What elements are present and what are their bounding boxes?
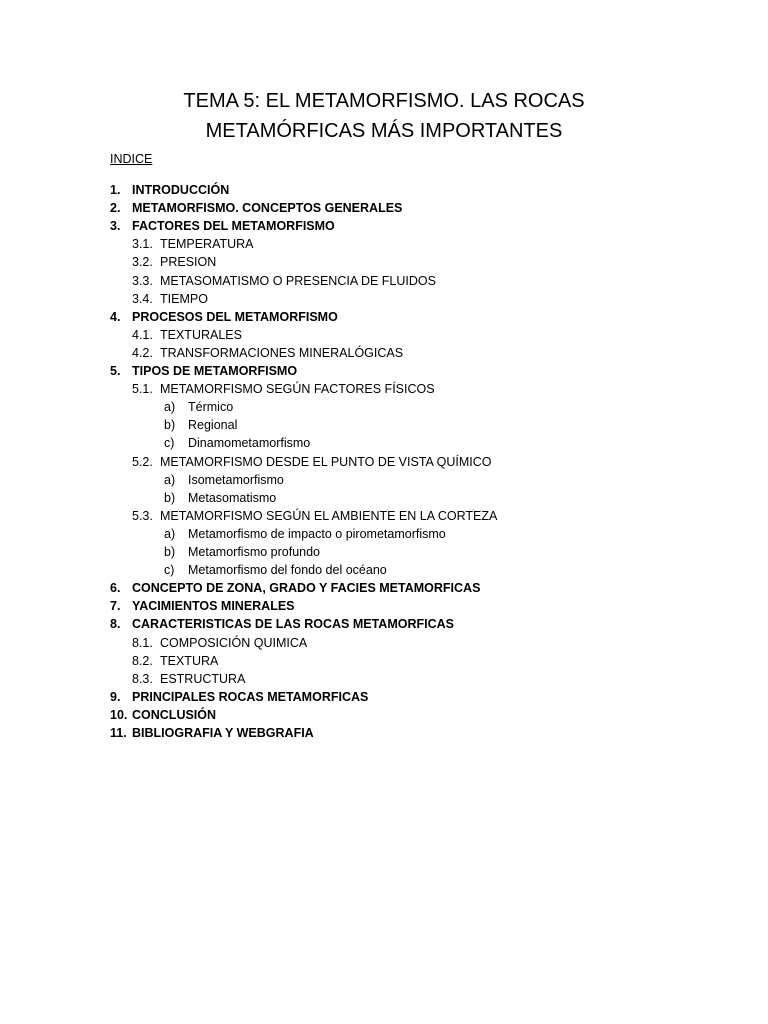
toc-item-number: 2. <box>110 201 121 216</box>
toc-item-number: 3.2. <box>132 255 153 270</box>
toc-item-label: BIBLIOGRAFIA Y WEBGRAFIA <box>132 726 314 740</box>
toc-item-label: Metasomatismo <box>188 490 277 505</box>
toc-item-label: INTRODUCCIÓN <box>132 183 230 197</box>
toc-item-number: 8.3. <box>132 671 153 686</box>
toc-item-label: YACIMIENTOS MINERALES <box>132 599 295 614</box>
toc-item-label: PROCESOS DEL METAMORFISMO <box>132 309 338 324</box>
toc-item-number: a) <box>164 400 176 415</box>
toc-item-label: TRANSFORMACIONES MINERALÓGICAS <box>160 345 404 360</box>
toc-item-label: METASOMATISMO O PRESENCIA DE FLUIDOS <box>160 273 436 288</box>
toc-item-number: c) <box>164 563 175 578</box>
toc-item-number: 7. <box>110 599 121 614</box>
toc-item-label: Isometamorfismo <box>188 472 284 487</box>
toc-item-label: METAMORFISMO DESDE EL PUNTO DE VISTA QUÍMICO <box>160 454 492 469</box>
document-title <box>0 86 768 146</box>
toc-item-number: 4. <box>110 309 121 324</box>
toc-item-label: CONCLUSIÓN <box>132 707 217 722</box>
toc-item-number: a) <box>164 472 176 487</box>
toc-item-number: 5.3. <box>132 508 153 523</box>
toc-item-label: METAMORFISMO SEGÚN FACTORES FÍSICOS <box>160 382 435 397</box>
toc-item-label: ESTRUCTURA <box>160 671 246 686</box>
toc-item-number: 4.2. <box>132 345 153 360</box>
toc-item-number: c) <box>164 436 175 451</box>
toc-item-label: PRINCIPALES ROCAS METAMORFICAS <box>132 689 369 704</box>
indice-heading: INDICE <box>110 152 153 166</box>
toc-item-number: 6. <box>110 581 121 596</box>
toc-item-number: 3. <box>110 219 121 234</box>
toc-item-label: CARACTERISTICAS DE LAS ROCAS METAMORFICAS <box>132 617 454 632</box>
toc-item-number: b) <box>164 418 176 433</box>
toc-item-label: COMPOSICIÓN QUIMICA <box>160 635 308 650</box>
toc-item-number: 5.1. <box>132 382 153 397</box>
toc-item-label: TIEMPO <box>160 291 208 306</box>
toc-item-number: 1. <box>110 183 121 197</box>
toc-item-label: CONCEPTO DE ZONA, GRADO Y FACIES METAMORFICAS <box>132 581 481 596</box>
toc-item-number: 8. <box>110 617 121 632</box>
toc-item-number: 10. <box>110 707 128 722</box>
toc-item-label: Metamorfismo del fondo del océano <box>188 563 387 578</box>
toc-item-number: b) <box>164 490 176 505</box>
toc-item-label: TEXTURALES <box>160 327 242 342</box>
toc-item-number: 3.1. <box>132 237 153 252</box>
toc-item-label: METAMORFISMO SEGÚN EL AMBIENTE EN LA CORTEZA <box>160 508 498 523</box>
toc-item-number: 3.3. <box>132 273 153 288</box>
toc-item-label: TEMPERATURA <box>160 237 254 252</box>
toc-item-number: 9. <box>110 689 121 704</box>
toc-item-number: 5.2. <box>132 454 153 469</box>
toc-item-number: 8.1. <box>132 635 153 650</box>
toc-item-label: Térmico <box>188 400 234 415</box>
toc-item-number: a) <box>164 526 176 541</box>
toc-item-label: Metamorfismo de impacto o pirometamorfismo <box>188 526 446 541</box>
toc-item-label: Metamorfismo profundo <box>188 545 321 559</box>
toc-item-number: 11. <box>110 726 127 740</box>
toc-item-label: Dinamometamorfismo <box>188 436 311 451</box>
toc-item-label: Regional <box>188 418 238 433</box>
toc-item-label: METAMORFISMO. CONCEPTOS GENERALES <box>132 201 403 216</box>
toc-item-number: 5. <box>110 364 121 378</box>
toc-item-number: 3.4. <box>132 291 153 306</box>
toc-item-label: FACTORES DEL METAMORFISMO <box>132 219 335 234</box>
toc-item-number: 8.2. <box>132 653 153 668</box>
toc-item-label: PRESION <box>160 255 217 270</box>
toc-item-number: 4.1. <box>132 327 153 342</box>
title-line-1: TEMA 5: EL METAMORFISMO. LAS ROCAS <box>183 90 585 112</box>
toc-item-label: TIPOS DE METAMORFISMO <box>132 364 298 378</box>
title-line-2: METAMÓRFICAS MÁS IMPORTANTES <box>205 120 563 142</box>
toc-item-label: TEXTURA <box>160 653 219 668</box>
toc-item-number: b) <box>164 545 176 559</box>
